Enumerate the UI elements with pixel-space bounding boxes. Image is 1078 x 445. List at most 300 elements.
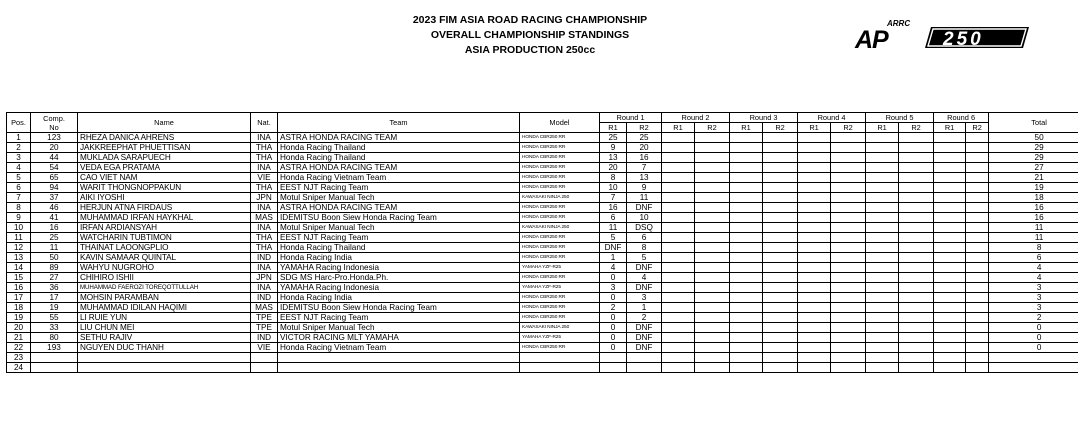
cell-total: 3 [989,293,1078,303]
cell-round3-r1 [730,163,763,173]
cell-round6-r1 [934,283,966,293]
cell-pos: 5 [7,173,31,183]
cell-team: Honda Racing Vietnam Team [278,173,520,183]
cell-round1-r2: 1 [627,303,662,313]
cell-round3-r1 [730,283,763,293]
cell-round6-r2 [966,243,989,253]
cell-round2-r2 [695,273,730,283]
cell-round6-r1 [934,243,966,253]
cell-round6-r2 [966,273,989,283]
cell-comp-no: 20 [31,143,78,153]
cell-total [989,353,1078,363]
cell-round5-r1 [866,313,899,323]
cell-round3-r2 [763,233,798,243]
cell-comp-no: 41 [31,213,78,223]
cell-round5-r1 [866,133,899,143]
cell-round3-r2 [763,163,798,173]
cell-round1-r1: 0 [600,323,627,333]
cell-round4-r2 [831,283,866,293]
cell-team: VICTOR RACING MLT YAMAHA [278,333,520,343]
cell-nationality: THA [251,243,278,253]
cell-round2-r2 [695,183,730,193]
cell-round5-r2 [899,243,934,253]
cell-pos: 21 [7,333,31,343]
cell-round1-r2: 5 [627,253,662,263]
cell-round5-r2 [899,273,934,283]
cell-round1-r2: DNF [627,263,662,273]
cell-pos: 8 [7,203,31,213]
cell-round5-r1 [866,343,899,353]
cell-round5-r2 [899,143,934,153]
cell-round3-r1 [730,303,763,313]
col-header-round-3: Round 3 [730,113,798,123]
cell-round3-r1 [730,153,763,163]
cell-round6-r2 [966,163,989,173]
cell-round1-r1: 0 [600,343,627,353]
cell-total: 29 [989,143,1078,153]
cell-round2-r1 [662,363,695,373]
cell-round6-r1 [934,303,966,313]
cell-round1-r2 [627,353,662,363]
cell-pos: 3 [7,153,31,163]
cell-round5-r1 [866,333,899,343]
cell-round6-r2 [966,313,989,323]
cell-comp-no: 80 [31,333,78,343]
cell-round2-r1 [662,183,695,193]
cell-round4-r2 [831,363,866,373]
cell-nationality: VIE [251,343,278,353]
cell-round2-r1 [662,133,695,143]
logo-ap-text: AP [855,26,888,50]
cell-model: YAMAHA YZF-R25 [520,333,600,343]
cell-round6-r2 [966,173,989,183]
cell-round4-r1 [798,343,831,353]
cell-round5-r2 [899,183,934,193]
cell-round2-r2 [695,153,730,163]
cell-nationality: JPN [251,273,278,283]
cell-round1-r2: 16 [627,153,662,163]
cell-round1-r2: 13 [627,173,662,183]
cell-round2-r2 [695,323,730,333]
cell-round1-r2: 2 [627,313,662,323]
cell-round4-r1 [798,223,831,233]
cell-team: Motul Sniper Manual Tech [278,193,520,203]
cell-rider-name: LI RUIE YUN [78,313,251,323]
table-row [7,253,1078,263]
cell-round3-r2 [763,303,798,313]
cell-pos: 18 [7,303,31,313]
cell-rider-name: MUHAMMAD IDILAN HAQIMI [78,303,251,313]
cell-rider-name [78,363,251,373]
cell-pos: 7 [7,193,31,203]
cell-round3-r1 [730,223,763,233]
cell-round2-r2 [695,133,730,143]
cell-total: 4 [989,263,1078,273]
race-header-r2: R2 [763,123,798,133]
table-row [7,183,1078,193]
cell-round2-r2 [695,283,730,293]
cell-rider-name: MUKLADA SARAPUECH [78,153,251,163]
cell-pos: 6 [7,183,31,193]
cell-comp-no [31,363,78,373]
cell-round4-r2 [831,133,866,143]
cell-round3-r2 [763,173,798,183]
cell-model: HONDA CBR250 RR [520,303,600,313]
cell-comp-no: 44 [31,153,78,163]
table-row [7,343,1078,353]
cell-round1-r1: 13 [600,153,627,163]
cell-comp-no: 55 [31,313,78,323]
cell-round2-r2 [695,243,730,253]
cell-rider-name: IRFAN ARDIANSYAH [78,223,251,233]
cell-round3-r1 [730,293,763,303]
cell-rider-name: RHEZA DANICA AHRENS [78,133,251,143]
table-row [7,203,1078,213]
table-row [7,303,1078,313]
cell-round5-r2 [899,263,934,273]
cell-round1-r2 [627,363,662,373]
cell-round3-r1 [730,143,763,153]
cell-nationality: INA [251,203,278,213]
cell-round1-r1: 3 [600,283,627,293]
cell-round4-r1 [798,253,831,263]
cell-round2-r2 [695,293,730,303]
cell-round6-r1 [934,363,966,373]
cell-round5-r1 [866,273,899,283]
championship-title: 2023 FIM ASIA ROAD RACING CHAMPIONSHIP [412,14,648,26]
cell-total: 3 [989,283,1078,293]
cell-round1-r1 [600,353,627,363]
cell-pos: 15 [7,273,31,283]
cell-round1-r1: 0 [600,313,627,323]
cell-round4-r2 [831,193,866,203]
cell-round3-r2 [763,253,798,263]
cell-round6-r2 [966,363,989,373]
cell-nationality: VIE [251,173,278,183]
cell-round5-r1 [866,263,899,273]
cell-round1-r2: 25 [627,133,662,143]
cell-round3-r1 [730,313,763,323]
cell-model [520,353,600,363]
cell-nationality: INA [251,163,278,173]
cell-pos: 2 [7,143,31,153]
cell-team: Honda Racing Vietnam Team [278,343,520,353]
cell-rider-name: SETHU RAJIV [78,333,251,343]
cell-round1-r1 [600,363,627,373]
cell-round3-r2 [763,263,798,273]
cell-round4-r1 [798,153,831,163]
cell-comp-no: 193 [31,343,78,353]
cell-round6-r1 [934,223,966,233]
cell-round1-r1: 0 [600,333,627,343]
cell-round3-r1 [730,233,763,243]
cell-comp-no: 36 [31,283,78,293]
cell-round1-r1: 6 [600,213,627,223]
cell-round4-r1 [798,273,831,283]
race-header-r1: R1 [730,123,763,133]
cell-round4-r1 [798,363,831,373]
cell-round1-r1: 10 [600,183,627,193]
cell-round2-r2 [695,333,730,343]
cell-round2-r1 [662,263,695,273]
cell-round2-r2 [695,173,730,183]
cell-round6-r1 [934,133,966,143]
cell-round1-r1: 4 [600,263,627,273]
cell-round1-r2: 8 [627,243,662,253]
cell-round1-r2: 6 [627,233,662,243]
cell-round3-r1 [730,213,763,223]
cell-team: EEST NJT Racing Team [278,313,520,323]
cell-rider-name: CAO VIET NAM [78,173,251,183]
cell-round4-r2 [831,293,866,303]
cell-round2-r1 [662,273,695,283]
race-header-r2: R2 [831,123,866,133]
cell-model: HONDA CBR250 RR [520,213,600,223]
table-row [7,243,1078,253]
table-row [7,323,1078,333]
cell-round2-r1 [662,343,695,353]
cell-round4-r2 [831,273,866,283]
cell-pos: 22 [7,343,31,353]
cell-rider-name: THAINAT LAOONGPLIO [78,243,251,253]
cell-round3-r2 [763,283,798,293]
cell-nationality: MAS [251,303,278,313]
cell-pos: 12 [7,243,31,253]
cell-round6-r2 [966,333,989,343]
cell-pos: 11 [7,233,31,243]
cell-round6-r1 [934,193,966,203]
cell-round3-r2 [763,323,798,333]
cell-pos: 23 [7,353,31,363]
cell-round3-r1 [730,253,763,263]
cell-comp-no: 123 [31,133,78,143]
cell-team: EEST NJT Racing Team [278,183,520,193]
cell-round4-r2 [831,253,866,263]
cell-round3-r2 [763,183,798,193]
cell-rider-name: WATCHARIN TUBTIMON [78,233,251,243]
cell-round3-r2 [763,213,798,223]
cell-rider-name: WAHYU NUGROHO [78,263,251,273]
cell-round6-r1 [934,143,966,153]
cell-pos: 13 [7,253,31,263]
cell-round5-r1 [866,233,899,243]
cell-round5-r2 [899,363,934,373]
cell-rider-name: KAVIN SAMAAR QUINTAL [78,253,251,263]
cell-nationality [251,363,278,373]
cell-team [278,353,520,363]
cell-round1-r2: 3 [627,293,662,303]
cell-round4-r1 [798,133,831,143]
race-header-r2: R2 [627,123,662,133]
cell-total: 19 [989,183,1078,193]
cell-team: EEST NJT Racing Team [278,233,520,243]
class-title: ASIA PRODUCTION 250cc [464,44,596,56]
cell-round6-r1 [934,203,966,213]
cell-round6-r1 [934,353,966,363]
cell-comp-no: 89 [31,263,78,273]
cell-round6-r2 [966,343,989,353]
col-header-round-2: Round 2 [662,113,730,123]
cell-round1-r1: 11 [600,223,627,233]
cell-comp-no: 16 [31,223,78,233]
cell-round2-r2 [695,353,730,363]
cell-round6-r1 [934,213,966,223]
cell-total: 0 [989,343,1078,353]
cell-pos: 24 [7,363,31,373]
cell-pos: 4 [7,163,31,173]
cell-total: 11 [989,233,1078,243]
cell-comp-no: 94 [31,183,78,193]
col-header-round-1: Round 1 [600,113,662,123]
cell-rider-name: VEDA EGA PRATAMA [78,163,251,173]
cell-round4-r2 [831,233,866,243]
cell-total: 18 [989,193,1078,203]
cell-round4-r1 [798,353,831,363]
table-row [7,143,1078,153]
cell-round5-r2 [899,303,934,313]
cell-round3-r2 [763,203,798,213]
cell-nationality: IND [251,333,278,343]
cell-round1-r2: DNF [627,343,662,353]
cell-round3-r1 [730,203,763,213]
table-row [7,193,1078,203]
cell-model: YAMAHA YZF-R25 [520,263,600,273]
cell-round6-r2 [966,263,989,273]
cell-round1-r2: DNF [627,333,662,343]
cell-round3-r1 [730,133,763,143]
cell-total: 27 [989,163,1078,173]
cell-round1-r2: 11 [627,193,662,203]
cell-round5-r2 [899,223,934,233]
cell-model: HONDA CBR250 RR [520,153,600,163]
cell-model: HONDA CBR250 RR [520,243,600,253]
cell-round3-r2 [763,133,798,143]
cell-round2-r1 [662,283,695,293]
cell-round4-r1 [798,283,831,293]
arrc-ap250-logo [853,18,1031,50]
cell-comp-no: 11 [31,243,78,253]
cell-comp-no: 25 [31,233,78,243]
cell-total: 0 [989,333,1078,343]
cell-round2-r2 [695,193,730,203]
cell-total: 16 [989,213,1078,223]
cell-pos: 17 [7,293,31,303]
cell-round4-r2 [831,243,866,253]
cell-round2-r1 [662,353,695,363]
cell-round6-r2 [966,253,989,263]
cell-comp-no: 46 [31,203,78,213]
cell-round5-r2 [899,283,934,293]
cell-round3-r1 [730,263,763,273]
cell-round1-r1: 0 [600,293,627,303]
cell-round4-r1 [798,173,831,183]
col-header-round-5: Round 5 [866,113,934,123]
cell-round5-r1 [866,143,899,153]
cell-round6-r2 [966,353,989,363]
cell-round3-r1 [730,343,763,353]
cell-comp-no: 54 [31,163,78,173]
cell-round2-r2 [695,313,730,323]
table-row [7,133,1078,143]
cell-comp-no: 17 [31,293,78,303]
cell-round6-r2 [966,183,989,193]
cell-round6-r1 [934,173,966,183]
cell-team: Honda Racing Thailand [278,143,520,153]
cell-round1-r1: 7 [600,193,627,203]
cell-model: HONDA CBR250 RR [520,203,600,213]
cell-nationality: IND [251,253,278,263]
cell-team: Honda Racing Thailand [278,243,520,253]
race-header-r1: R1 [866,123,899,133]
header-row-rounds [7,113,1078,123]
cell-round5-r2 [899,193,934,203]
cell-rider-name: AIKI IYOSHI [78,193,251,203]
cell-round4-r2 [831,173,866,183]
cell-round3-r1 [730,243,763,253]
cell-round3-r1 [730,323,763,333]
cell-round4-r2 [831,333,866,343]
cell-round5-r1 [866,363,899,373]
cell-comp-no: 19 [31,303,78,313]
cell-round5-r2 [899,313,934,323]
cell-comp-no: 37 [31,193,78,203]
cell-round6-r1 [934,253,966,263]
cell-nationality: MAS [251,213,278,223]
cell-round4-r1 [798,313,831,323]
cell-round2-r1 [662,243,695,253]
cell-team: Motul Sniper Manual Tech [278,323,520,333]
cell-round6-r1 [934,183,966,193]
cell-round4-r1 [798,233,831,243]
standings-table [6,112,1078,373]
cell-model: HONDA CBR250 RR [520,343,600,353]
cell-team: Honda Racing India [278,293,520,303]
cell-round4-r2 [831,343,866,353]
cell-round3-r2 [763,273,798,283]
col-header-pos: Pos. [7,113,31,133]
cell-rider-name [78,353,251,363]
race-header-r2: R2 [695,123,730,133]
cell-rider-name: JAKKREEPHAT PHUETTISAN [78,143,251,153]
cell-round5-r1 [866,353,899,363]
cell-round6-r1 [934,153,966,163]
cell-round4-r2 [831,303,866,313]
cell-round6-r2 [966,143,989,153]
cell-model: HONDA CBR250 RR [520,293,600,303]
table-row [7,333,1078,343]
cell-round3-r2 [763,363,798,373]
cell-model: HONDA CBR250 RR [520,143,600,153]
cell-round5-r2 [899,343,934,353]
cell-nationality: THA [251,153,278,163]
cell-round1-r1: DNF [600,243,627,253]
cell-round4-r2 [831,183,866,193]
cell-round5-r1 [866,183,899,193]
cell-round3-r2 [763,193,798,203]
cell-rider-name: NGUYEN DUC THANH [78,343,251,353]
cell-round2-r2 [695,363,730,373]
cell-round1-r1: 9 [600,143,627,153]
cell-round4-r1 [798,333,831,343]
cell-total: 50 [989,133,1078,143]
cell-round4-r1 [798,203,831,213]
cell-round2-r1 [662,333,695,343]
cell-model: HONDA CBR250 RR [520,183,600,193]
cell-round4-r2 [831,313,866,323]
cell-round4-r2 [831,223,866,233]
col-header-model: Model [520,113,600,133]
cell-round3-r2 [763,223,798,233]
